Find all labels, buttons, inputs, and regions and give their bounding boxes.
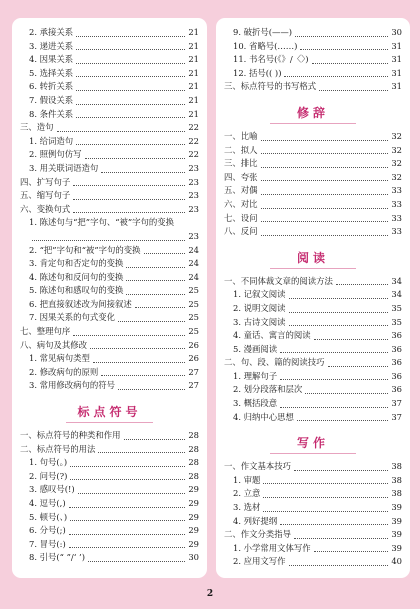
toc-entry[interactable] [224,356,402,370]
toc-entry[interactable] [20,284,199,298]
dot-leader [289,325,389,326]
toc-entry-title: 3. 概括段意 [233,398,278,409]
section-title: 修辞 [296,105,329,120]
toc-entry-title: 1. 小学常用文体写作 [233,542,311,553]
dot-leader [289,312,389,313]
dot-leader [263,511,388,512]
toc-entry[interactable] [20,524,199,538]
dot-leader [70,479,185,480]
toc-entry[interactable] [224,26,402,40]
toc-page-number: 29 [188,484,199,495]
toc-page-number: 31 [391,67,402,78]
dot-leader [76,63,185,64]
dot-leader [126,280,185,281]
toc-entry[interactable] [224,144,402,158]
dot-leader [305,393,388,394]
toc-entry[interactable] [224,198,402,212]
toc-entry-title: 9. 破折号(——) [233,27,293,37]
toc-entry-title: 6. 把直接叙述改为间接叙述 [29,298,132,309]
section-heading [224,102,402,124]
dot-leader [328,366,389,367]
section-underline [270,123,356,124]
toc-entry[interactable] [20,483,199,497]
toc-entry-title: 4. 童话、寓言的阅读 [233,330,311,341]
toc-page-number: 29 [188,498,199,508]
toc-page-number: 31 [391,54,402,65]
toc-entry[interactable] [224,171,402,185]
toc-entry-title: 6. 转折关系 [29,81,74,92]
toc-page-number: 27 [188,366,199,377]
toc-page-number: 22 [188,135,199,146]
dot-leader [73,199,185,200]
dot-leader [101,172,185,173]
dot-leader [57,131,186,132]
toc-entry-title: 3. 古诗文阅读 [233,316,286,327]
dot-leader [76,117,185,118]
toc-page-number: 36 [391,343,402,354]
toc-page-number: 39 [391,502,402,513]
toc-entry-title: 五、缩写句子 [20,190,71,201]
toc-page-number: 31 [391,40,402,51]
toc-entry[interactable] [224,53,402,67]
toc-entry[interactable] [20,162,199,176]
toc-entry[interactable] [20,470,199,484]
toc-page-number: 38 [391,461,402,472]
dot-leader [118,389,185,390]
toc-page-number: 39 [391,515,402,526]
toc-entry-title: 一、作文基本技巧 [224,461,291,472]
toc-page-number: 27 [188,380,199,391]
toc-entry-title: 8. 条件关系 [29,108,74,119]
toc-page-number: 38 [391,474,402,485]
toc-page-number: 39 [391,542,402,553]
toc-entry-title: 11. 书名号(《》/〈〉) [233,54,309,65]
page-number: 2 [206,589,214,599]
dot-leader [88,561,185,562]
dot-leader [78,493,186,494]
dot-leader [280,352,388,353]
dot-leader [261,180,389,181]
toc-entry-title: 2. 承接关系 [29,27,74,37]
toc-page-number: 28 [188,430,199,441]
toc-page-number: 36 [391,370,402,381]
toc-entry[interactable] [20,148,199,162]
toc-entry-title: 3. 感叹号(!) [29,484,75,495]
toc-entry-title: 3. 选材 [233,502,261,513]
toc-entry[interactable] [20,121,199,135]
dot-leader [261,235,389,236]
dot-leader [70,520,185,521]
toc-entry[interactable] [20,511,199,525]
toc-page-number: 39 [391,529,402,540]
toc-page-number: 34 [391,275,402,286]
toc-entry-title: 7. 因果关系的句式变化 [29,312,116,323]
toc-entry-title: 六、变换句式 [20,203,71,214]
toc-entry[interactable] [224,80,402,94]
dot-leader [69,547,186,548]
toc-entry-title: 1. 记叙文阅读 [233,289,286,300]
dot-leader [76,104,185,105]
dot-leader [73,185,185,186]
toc-entry[interactable] [224,275,402,289]
dot-leader [289,298,389,299]
toc-page-number: 29 [188,538,199,549]
toc-page-number: 31 [391,81,402,92]
toc-entry[interactable] [20,230,199,244]
toc-entry[interactable] [224,225,402,239]
toc-page-number: 33 [391,226,402,237]
toc-entry[interactable] [20,379,199,393]
toc-entry-title: 2. 修改病句的原则 [29,366,99,377]
toc-entry-title: 一、标点符号的种类和作用 [20,430,121,441]
dot-leader [280,524,388,525]
toc-page-number: 24 [188,244,199,255]
toc-entry-title: 三、排比 [224,158,258,169]
toc-page-number: 37 [391,411,402,422]
dot-leader [295,36,388,37]
toc-entry-title: 5. 选择关系 [29,67,74,78]
dot-leader [314,551,389,552]
dot-leader [135,307,186,308]
toc-entry[interactable] [224,130,402,144]
dot-leader [76,90,185,91]
toc-entry[interactable] [224,542,402,556]
toc-page-number: 34 [391,289,402,300]
toc-page-number: 21 [188,81,199,92]
toc-entry-title: 一、不同体裁文章的阅读方法 [224,275,333,286]
dot-leader [32,240,185,241]
toc-entry-title: 2. 照例句仿写 [29,149,82,160]
toc-entry[interactable] [20,339,199,353]
toc-entry-title: 3. 常用修改病句的符号 [29,380,116,391]
toc-entry-title: 1. 理解句子 [233,370,278,381]
toc-entry-title: 2. 应用文写作 [233,556,286,567]
dot-leader [261,140,389,141]
dot-leader [69,507,186,508]
toc-entry[interactable] [224,343,402,357]
toc-page-number: 21 [188,67,199,78]
toc-entry[interactable] [20,366,199,380]
toc-page-number: 21 [188,108,199,119]
toc-entry-title: 3. 用关联词语造句 [29,162,99,173]
dot-leader [73,212,185,213]
toc-entry-title: 4. 陈述句和反问句的变换 [29,271,124,282]
toc-page-number: 23 [188,230,199,241]
dot-leader [280,379,388,380]
section-heading [20,401,199,423]
toc-entry[interactable] [224,555,402,569]
toc-page-number: 36 [391,384,402,395]
toc-page-number: 25 [188,326,199,337]
dot-leader [261,167,389,168]
toc-entry[interactable] [224,411,402,425]
dot-leader [294,538,388,539]
section-underline [270,453,356,454]
dot-leader [144,253,186,254]
toc-entry[interactable] [20,53,199,67]
toc-entry-title: 10. 省略号(……) [233,40,298,51]
section-title: 阅读 [296,250,329,265]
section-heading [224,432,402,454]
toc-page-number: 38 [391,488,402,499]
toc-entry-title: 二、句、段、篇的阅读技巧 [224,357,325,368]
toc-page-number: 21 [188,40,199,51]
toc-page-number: 21 [188,94,199,105]
toc-entry-title: 六、对比 [224,198,258,209]
toc-entry[interactable] [20,298,199,312]
toc-entry-title: 4. 因果关系 [29,54,74,65]
toc-entry-title: 2. 立意 [233,488,261,499]
toc-page-number: 40 [391,556,402,567]
toc-entry[interactable] [224,474,402,488]
section-underline [66,422,153,423]
toc-entry-title: 5. 顿号(、) [29,511,68,522]
toc-page-number: 29 [188,511,199,522]
toc-page-number: 23 [188,176,199,187]
toc-entry-title: 三、标点符号的书写格式 [224,81,317,92]
toc-entry[interactable] [224,212,402,226]
section-underline [270,268,356,269]
toc-entry-title: 八、反问 [224,226,258,237]
toc-page-number: 26 [188,353,199,364]
toc-entry[interactable] [224,397,402,411]
toc-right-column [216,18,410,578]
toc-page-number: 33 [391,212,402,223]
dot-leader [336,284,388,285]
toc-entry[interactable] [224,288,402,302]
dot-leader [76,36,185,37]
dot-leader [263,483,388,484]
section-title: 标点符号 [77,405,142,420]
toc-entry[interactable] [20,538,199,552]
toc-page-number: 33 [391,198,402,209]
dot-leader [284,76,388,77]
dot-leader [319,90,388,91]
toc-entry[interactable] [224,460,402,474]
toc-entry[interactable] [20,67,199,81]
toc-page-number: 29 [188,525,199,536]
toc-page-number: 26 [188,339,199,350]
toc-entry[interactable] [20,176,199,190]
toc-entry[interactable] [20,94,199,108]
toc-entry[interactable] [20,497,199,511]
toc-entry[interactable] [20,189,199,203]
toc-entry[interactable] [224,184,402,198]
toc-page-number: 23 [188,203,199,214]
toc-entry[interactable] [224,487,402,501]
dot-leader [93,362,185,363]
toc-entry-title: 1. 审题 [233,474,261,485]
dot-leader [294,470,388,471]
toc-entry[interactable] [20,352,199,366]
toc-entry-title: 八、病句及其修改 [20,339,87,350]
section-title: 写作 [296,436,329,451]
toc-entry-title: 1. 常见病句类型 [29,353,90,364]
toc-entry[interactable] [20,443,199,457]
dot-leader [85,158,186,159]
toc-entry-title: 7. 假设关系 [29,94,74,105]
toc-page-number: 22 [188,122,199,133]
toc-entry-title: 三、造句 [20,122,54,133]
toc-page-number: 25 [188,285,199,296]
dot-leader [73,335,185,336]
toc-entry-title: 五、对偶 [224,185,258,196]
toc-page-number: 37 [391,398,402,409]
toc-page-number: 32 [391,144,402,155]
dot-leader [76,49,185,50]
toc-entry[interactable] [20,135,199,149]
toc-entry-title: 2. “把”字句和“被”字句的变换 [29,244,141,255]
dot-leader [314,339,389,340]
toc-entry[interactable] [20,203,199,217]
toc-page-number: 22 [188,149,199,160]
toc-page-number: 36 [391,357,402,368]
dot-leader [126,294,185,295]
toc-entry[interactable] [20,26,199,40]
toc-entry-title: 3. 肯定句和否定句的变换 [29,258,124,269]
toc-entry-title: 2. 划分段落和层次 [233,384,303,395]
dot-leader [118,321,185,322]
toc-page-number: 25 [188,312,199,323]
toc-entry-title: 1. 给词造句 [29,135,74,146]
toc-page-number: 33 [391,185,402,196]
toc-page-number: 30 [391,27,402,37]
section-heading [224,247,402,269]
toc-entry-title: 1. 句号(。) [29,457,68,468]
dot-leader [261,208,389,209]
toc-entry[interactable] [20,40,199,54]
toc-entry-title: 12. 括号(( )) [233,67,282,78]
dot-leader [126,267,185,268]
toc-entry[interactable] [20,325,199,339]
toc-entry-title: 3. 递进关系 [29,40,74,51]
toc-entry-title: 4. 列好提纲 [233,515,278,526]
toc-entry[interactable] [224,157,402,171]
toc-page-number: 35 [391,316,402,327]
dot-leader [70,466,185,467]
toc-page-number: 35 [391,302,402,313]
toc-entry-title: 4. 归纳中心思想 [233,411,294,422]
toc-entry-title: 七、设问 [224,212,258,223]
toc-entry-title: 2. 说明文阅读 [233,302,286,313]
toc-entry[interactable] [20,311,199,325]
dot-leader [300,49,388,50]
toc-entry[interactable] [20,456,199,470]
toc-page-number: 28 [188,470,199,481]
toc-entry-title: 5. 陈述句和感叹句的变换 [29,285,124,296]
toc-entry-title: 6. 分号(;) [29,525,66,536]
dot-leader [76,144,185,145]
toc-entry[interactable] [20,429,199,443]
dot-leader [261,153,389,154]
toc-entry[interactable] [20,108,199,122]
toc-entry-title: 一、比喻 [224,130,258,141]
toc-page-number: 24 [188,258,199,269]
toc-entry-title: 四、扩写句子 [20,176,71,187]
toc-entry[interactable] [224,40,402,54]
toc-entry-title: 二、标点符号的用法 [20,443,96,454]
dot-leader [289,565,389,566]
dot-leader [69,534,186,535]
toc-page-number: 21 [188,27,199,37]
toc-entry-title: 1. 陈述句与“把”字句、“被”字句的变换 [29,217,175,228]
dot-leader [312,63,389,64]
toc-page-number: 25 [188,298,199,309]
toc-entry[interactable] [224,515,402,529]
toc-page-number: 28 [188,457,199,468]
toc-entry[interactable] [20,80,199,94]
dot-leader [76,76,185,77]
dot-leader [280,407,388,408]
dot-leader [261,194,389,195]
toc-entry[interactable] [20,244,199,258]
dot-leader [263,497,388,498]
toc-entry-title: 8. 引号(“ ”/‘ ’) [29,552,85,563]
toc-entry[interactable] [224,329,402,343]
toc-page-number: 32 [391,158,402,169]
toc-page-number: 32 [391,171,402,182]
toc-page-number: 21 [188,54,199,65]
toc-entry-title: 七、整理句序 [20,326,71,337]
toc-entry[interactable] [224,528,402,542]
toc-page-number: 30 [188,552,199,563]
toc-entry-title: 7. 冒号(:) [29,538,66,549]
toc-entry-title: 二、拟人 [224,144,258,155]
dot-leader [297,420,388,421]
toc-entry-title: 4. 逗号(,) [29,498,66,508]
dot-leader [98,452,185,453]
toc-page-number: 36 [391,330,402,341]
toc-entry-title: 2. 问号(?) [29,470,68,481]
toc-page-number: 32 [391,130,402,141]
toc-entry[interactable] [224,67,402,81]
toc-entry[interactable] [224,370,402,384]
toc-entry[interactable] [20,271,199,285]
toc-entry-title: 四、夸张 [224,171,258,182]
toc-entry-title: 5. 漫画阅读 [233,343,278,354]
toc-left-column [12,18,207,578]
toc-page-number: 23 [188,162,199,173]
toc-entry[interactable] [20,257,199,271]
toc-entry[interactable] [224,501,402,515]
toc-page-number: 23 [188,190,199,201]
dot-leader [90,348,185,349]
dot-leader [101,375,185,376]
toc-entry[interactable] [224,302,402,316]
dot-leader [124,439,186,440]
toc-entry[interactable] [224,383,402,397]
toc-entry[interactable] [224,316,402,330]
toc-page-number: 24 [188,271,199,282]
dot-leader [261,221,389,222]
toc-entry[interactable] [20,551,199,565]
toc-entry-title: 二、作文分类指导 [224,529,291,540]
toc-page-number: 28 [188,443,199,454]
